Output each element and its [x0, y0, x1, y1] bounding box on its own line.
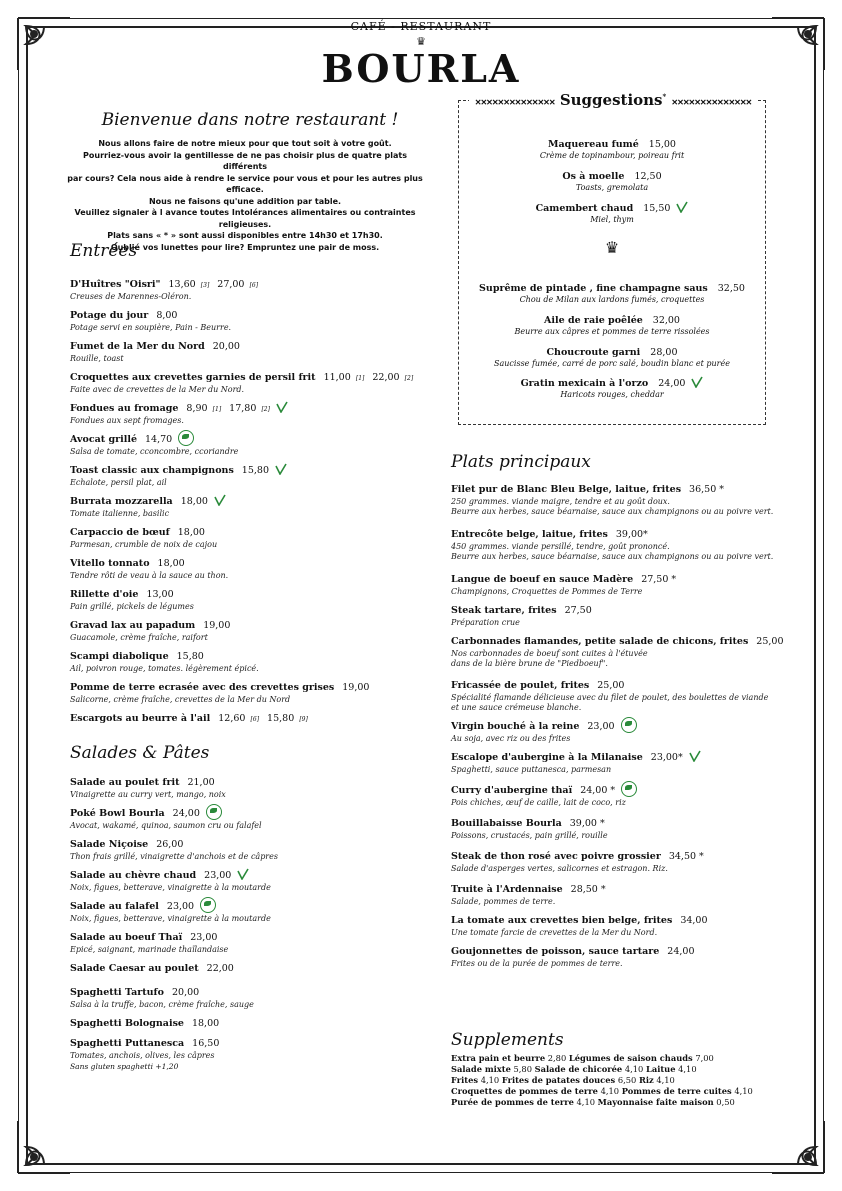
menu-item [451, 745, 701, 774]
item-size: [3] [200, 282, 210, 289]
item-price: 32,50 [717, 283, 745, 294]
menu-item [451, 673, 768, 712]
menu-item [451, 567, 676, 596]
welcome-text: Nous allons faire de notre mieux pour que tout soit à votre goût. Pourriez-vous avoir la gentillesse de ne pas choisir plus de quatre plats différents par cours? Cela nous aide à rendre le service pour vous et pour les autres plus efficace. Nous ne faisons qu'une addition par table. Veuillez signaler à l avance toutes Intolérances alimentaires ou contraintes religieuses. Plats sans « * » sont aussi disponibles entre 14h30 et 17h30. Oublié vos lunettes pour lire? Empruntez une pair de moss. [67, 139, 423, 252]
item-name: Goujonnettes de poisson, sauce tartare [451, 946, 660, 957]
vegetarian-leaf-icon [676, 201, 688, 213]
item-price: 12,50 [634, 171, 662, 182]
menu-item [70, 1031, 219, 1060]
item-price: 23,00 [587, 721, 615, 732]
item-description: 250 grammes. viande maigre, tendre et au goût doux. [451, 497, 670, 506]
supplement-name: Frites de patates douces [501, 1075, 616, 1085]
vegan-icon [206, 804, 222, 820]
item-description: Au soja, avec riz ou des frites [451, 734, 571, 743]
suggestion-item [458, 164, 766, 192]
logo-name: BOURLA [321, 46, 521, 91]
item-size: [1] [212, 406, 222, 413]
menu-item [70, 520, 217, 549]
item-name: Aile de raie poêlée [544, 315, 643, 326]
item-description: Toasts, gremolata [575, 183, 649, 192]
item-name: Salade au poulet frit [70, 777, 180, 788]
item-price: 15,80 [267, 713, 295, 724]
menu-item [70, 582, 194, 611]
vegan-icon [621, 717, 637, 733]
item-description: 450 grammes. viande persillé, tendre, goût prononcé. [451, 542, 670, 551]
item-size: [1] [355, 375, 365, 382]
menu-item [70, 644, 259, 673]
item-price: 23,00 [166, 901, 195, 912]
item-name: Langue de boeuf en sauce Madère [451, 574, 634, 585]
item-name: Spaghetti Tartufo [70, 987, 164, 998]
suggestions-title: ✕✕✕✕✕✕✕✕✕✕✕✕✕✕ Suggestions* ✕✕✕✕✕✕✕✕✕✕✕✕✕✕ [448, 91, 778, 109]
item-name: Fondues au fromage [70, 403, 179, 414]
item-description: Vinaigrette au curry vert, mango, noix [70, 790, 226, 799]
item-description: Frites ou de la purée de pommes de terre. [451, 959, 623, 968]
item-name: D'Huîtres "Oisri" [70, 279, 161, 290]
item-description: Creuses de Marennes-Oléron. [70, 292, 192, 301]
item-price: 27,00 [217, 279, 245, 290]
item-name: Gravad lax au papadum [70, 620, 196, 631]
item-size: [2] [404, 375, 414, 382]
item-description: Epicé, saignant, marinade thaïlandaise [70, 945, 229, 954]
item-description: Pois chiches, œuf de caille, lait de coco, riz [451, 798, 626, 807]
item-description: Une tomate farcie de crevettes de la Mer du Nord. [451, 928, 658, 937]
suggestion-item [458, 132, 766, 160]
item-name: Spaghetti Bolognaise [70, 1018, 184, 1029]
item-name: Salade Caesar au poulet [70, 963, 199, 974]
supplement-price: 4,10 [656, 1075, 675, 1085]
suggestion-item [458, 308, 766, 336]
item-price: 24,00 [667, 946, 695, 957]
item-description: Beurre aux herbes, sauce béarnaise, sauce aux champignons ou au poivre vert. [451, 507, 774, 516]
item-name: Salade au falafel [70, 901, 159, 912]
menu-item [451, 598, 592, 627]
item-name: Choucroute garni [546, 347, 641, 358]
ornament-corner-icon [768, 1117, 828, 1177]
item-description: Ail, poivron rouge, tomates. légèrement épicé. [70, 664, 259, 673]
item-price: 19,00 [342, 682, 370, 693]
supplement-name: Croquettes de pommes de terre [451, 1086, 598, 1096]
item-description: dans de la bière brune de "Piedboeuf". [451, 659, 608, 668]
vegetarian-leaf-icon [691, 376, 703, 388]
item-description: Potage servi en soupière, Pain - Beurre. [70, 323, 232, 332]
supplement-name: Purée de pommes de terre [451, 1097, 574, 1107]
item-price: 15,80 [241, 465, 269, 476]
item-name: Filet pur de Blanc Bleu Belge, laitue, frites [451, 484, 682, 495]
item-price: 15,00 [648, 139, 676, 150]
item-description: Rouille, toast [70, 354, 124, 363]
menu-item [451, 844, 704, 873]
item-description: Beurre aux câpres et pommes de terre rissolées [514, 327, 710, 336]
item-name: Salade au chèvre chaud [70, 870, 197, 881]
crown-icon: ♛ [604, 238, 620, 257]
item-description: Salade d'asperges vertes, salicornes et estragon. Riz. [451, 864, 668, 873]
item-name: Salade Niçoise [70, 839, 149, 850]
supplement-row [451, 1064, 791, 1075]
supplement-name: Légumes de saison chauds [568, 1053, 693, 1063]
supplement-row [451, 1097, 791, 1108]
item-description: Tomates, anchois, olives, les câpres [70, 1051, 215, 1060]
item-name: Spaghetti Puttanesca [70, 1038, 185, 1049]
item-description: Tendre rôti de veau à la sauce au thon. [70, 571, 229, 580]
menu-item [451, 629, 784, 668]
item-name: Croquettes aux crevettes garnies de persil frit [70, 372, 316, 383]
item-name: Escalope d'aubergine à la Milanaise [451, 752, 643, 763]
item-description: Parmesan, crumble de noix de cajou [70, 540, 218, 549]
item-description: Noix, figues, betterave, vinaigrette à la moutarde [70, 914, 271, 923]
menu-item [70, 365, 413, 394]
supplement-price: 4,10 [600, 1086, 620, 1096]
item-size: [9] [299, 716, 308, 723]
item-price: 13,00 [146, 589, 174, 600]
supplements-title: Supplements [451, 1030, 564, 1050]
item-name: Pomme de terre ecrasée avec des crevettes grises [70, 682, 335, 693]
item-price: 22,00 [372, 372, 400, 383]
item-price: 18,00 [180, 496, 208, 507]
supplement-price: 4,10 [480, 1075, 500, 1085]
item-name: Fumet de la Mer du Nord [70, 341, 205, 352]
item-name: La tomate aux crevettes bien belge, frites [451, 915, 673, 926]
item-name: Scampi diabolique [70, 651, 169, 662]
item-description: Salicorne, crème fraîche, crevettes de la Mer du Nord [70, 695, 291, 704]
vegetarian-leaf-icon [214, 494, 226, 506]
item-price: 32,00 [652, 315, 680, 326]
item-description: Saucisse fumée, carré de porc salé, boudin blanc et purée [494, 359, 730, 368]
supplement-row [451, 1086, 791, 1097]
item-price: 23,00 [190, 932, 218, 943]
suggestion-item [458, 371, 766, 399]
item-name: Truite à l'Ardennaise [451, 884, 563, 895]
gluten-note: Sans gluten spaghetti +1,20 [70, 1062, 179, 1071]
suggestion-item [458, 196, 766, 224]
supplement-price: 0,50 [716, 1097, 735, 1107]
item-name: Suprême de pintade , fine champagne saus [479, 283, 708, 294]
item-description: Fondues aux sept fromages. [70, 416, 184, 425]
item-size: [6] [249, 282, 259, 289]
menu-item [70, 334, 240, 363]
menu-item [70, 770, 226, 799]
menu-item [70, 706, 308, 725]
item-price: 15,80 [176, 651, 204, 662]
item-price: 23,00 [204, 870, 232, 881]
menu-item [451, 939, 695, 968]
supplement-price: 6,50 [617, 1075, 637, 1085]
item-price: 39,00* [615, 529, 648, 540]
item-description: Nos carbonnades de boeuf sont cuites à l'étuvée [451, 649, 648, 658]
supplement-price: 4,10 [678, 1064, 697, 1074]
menu-item [70, 458, 287, 487]
item-name: Os à moelle [562, 171, 625, 182]
supplement-name: Riz [638, 1075, 654, 1085]
menu-item [70, 801, 262, 830]
menu-item [70, 980, 254, 1009]
menu-item [451, 877, 606, 906]
item-name: Maquereau fumé [548, 139, 639, 150]
item-description: Crème de topinambour, poireau frit [539, 151, 685, 160]
menu-item [451, 811, 608, 840]
vegetarian-leaf-icon [689, 750, 701, 762]
item-description: Préparation crue [451, 618, 520, 627]
item-name: Vitello tonnato [70, 558, 150, 569]
vegan-icon [621, 781, 637, 797]
supplement-name: Pommes de terre cuites [621, 1086, 732, 1096]
ornament-corner-icon [14, 1117, 74, 1177]
supplement-price: 4,10 [624, 1064, 644, 1074]
menu-item [70, 427, 238, 456]
item-name: Carpaccio de bœuf [70, 527, 170, 538]
item-price: 39,00 * [569, 818, 605, 829]
menu-item [70, 551, 228, 580]
item-description: Salade, pommes de terre. [451, 897, 556, 906]
item-name: Entrecôte belge, laitue, frites [451, 529, 608, 540]
item-description: Guacamole, crème fraîche, raifort [70, 633, 208, 642]
menu-item [70, 396, 288, 425]
item-price: 27,50 * [641, 574, 677, 585]
item-name: Rillette d'oie [70, 589, 139, 600]
item-description: Salsa à la truffe, bacon, crème fraîche, sauge [70, 1000, 254, 1009]
item-price: 25,00 [756, 636, 784, 647]
item-name: Burrata mozzarella [70, 496, 173, 507]
menu-item [70, 303, 231, 332]
item-price: 19,00 [203, 620, 231, 631]
item-description: Faite avec de crevettes de la Mer du Nord. [70, 385, 245, 394]
item-price: 18,00 [177, 527, 205, 538]
item-name: Toast classic aux champignons [70, 465, 234, 476]
entrees-title: Entrées [70, 241, 138, 261]
item-name: Virgin bouché à la reine [451, 721, 580, 732]
item-description: Beurre aux herbes, sauce béarnaise, sauce aux champignons ou au poivre vert. [451, 552, 774, 561]
supplement-row [451, 1075, 791, 1086]
item-price: 8,90 [186, 403, 208, 414]
item-price: 12,60 [218, 713, 246, 724]
item-description: Avocat, wakamé, quinoa, saumon cru ou falafel [70, 821, 262, 830]
item-price: 16,50 [192, 1038, 220, 1049]
item-description: Salsa de tomate, cconcombre, ccoriandre [70, 447, 239, 456]
item-price: 24,00 [172, 808, 200, 819]
supplement-price: 4,10 [576, 1097, 596, 1107]
item-price: 21,00 [187, 777, 215, 788]
item-name: Fricassée de poulet, frites [451, 680, 590, 691]
supplement-name: Salade de chicorée [534, 1064, 623, 1074]
item-name: Avocat grillé [70, 434, 137, 445]
item-price: 27,50 [564, 605, 592, 616]
item-description: et une sauce crémeuse blanche. [451, 703, 582, 712]
item-price: 28,50 * [570, 884, 606, 895]
item-price: 17,80 [229, 403, 257, 414]
item-price: 18,00 [191, 1018, 220, 1029]
item-price: 34,00 [680, 915, 708, 926]
vegetarian-leaf-icon [275, 463, 287, 475]
menu-item [70, 894, 271, 923]
item-description: Champignons, Croquettes de Pommes de Terre [451, 587, 643, 596]
item-price: 26,00 [156, 839, 184, 850]
item-price: 28,00 [650, 347, 678, 358]
supplement-name: Extra pain et beurre [451, 1053, 546, 1063]
menu-item [451, 908, 708, 937]
item-price: 11,00 [323, 372, 351, 383]
item-price: 24,00 * [580, 785, 616, 796]
menu-item [70, 489, 226, 518]
item-description: Pain grillé, pickels de légumes [70, 602, 194, 611]
menu-item [70, 675, 369, 704]
supplement-name: Salade mixte [451, 1064, 511, 1074]
menu-item [70, 863, 271, 892]
item-price: 20,00 [171, 987, 200, 998]
vegan-icon [178, 430, 194, 446]
item-name: Steak de thon rosé avec poivre grossier [451, 851, 661, 862]
vegetarian-leaf-icon [237, 868, 249, 880]
item-price: 34,50 * [668, 851, 704, 862]
crown-icon: ♛ [416, 35, 426, 48]
menu-item [70, 832, 278, 861]
salades-title: Salades & Pâtes [70, 743, 210, 763]
item-price: 22,00 [206, 963, 234, 974]
menu-item [70, 272, 258, 301]
item-name: Salade au boeuf Thaï [70, 932, 183, 943]
plats-title: Plats principaux [451, 452, 591, 472]
menu-item [451, 477, 773, 516]
item-name: Camembert chaud [535, 203, 634, 214]
item-name: Carbonnades flamandes, petite salade de chicons, frites [451, 636, 749, 647]
item-price: 8,00 [156, 310, 178, 321]
item-price: 18,00 [157, 558, 185, 569]
item-price: 25,00 [597, 680, 625, 691]
item-description: Noix, figues, betterave, vinaigrette à la moutarde [70, 883, 271, 892]
menu-item [451, 522, 773, 561]
item-name: Curry d'aubergine thaï [451, 785, 573, 796]
item-description: Haricots rouges, cheddar [560, 390, 664, 399]
item-price: 15,50 [643, 203, 671, 214]
item-size: [6] [250, 716, 260, 723]
item-name: Escargots au beurre à l'ail [70, 713, 211, 724]
supplement-name: Frites [451, 1075, 479, 1085]
suggestion-item [458, 340, 766, 368]
item-description: Spaghetti, sauce puttanesca, parmesan [451, 765, 612, 774]
item-price: 20,00 [212, 341, 240, 352]
menu-item [70, 956, 234, 975]
item-description: Chou de Milan aux lardons fumés, croquettes [519, 295, 705, 304]
item-price: 36,50 * [689, 484, 725, 495]
item-description: Tomate italienne, basilic [70, 509, 170, 518]
menu-item [451, 778, 637, 807]
supplement-price: 2,80 [547, 1053, 567, 1063]
item-description: Echalote, persil plat, ail [70, 478, 167, 487]
supplement-name: Laitue [645, 1064, 676, 1074]
item-price: 14,70 [145, 434, 173, 445]
item-price: 24,00 [658, 378, 686, 389]
menu-item [70, 1011, 219, 1030]
item-description: Spécialité flamande délicieuse avec du filet de poulet, des boulettes de viande [451, 693, 769, 702]
supplement-price: 5,80 [513, 1064, 532, 1074]
supplement-price: 4,10 [734, 1086, 753, 1096]
supplement-row [451, 1053, 791, 1064]
item-name: Poké Bowl Bourla [70, 808, 165, 819]
supplement-price: 7,00 [695, 1053, 714, 1063]
suggestion-item [458, 276, 766, 304]
item-size: [2] [261, 406, 270, 413]
supplement-name: Mayonnaise faite maison [597, 1097, 714, 1107]
item-name: Gratin mexicain à l'orzo [520, 378, 649, 389]
item-description: Miel, thym [590, 215, 634, 224]
vegetarian-leaf-icon [276, 401, 288, 413]
item-price: 13,60 [168, 279, 196, 290]
item-description: Thon frais grillé, vinaigrette d'anchois et de câpres [70, 852, 278, 861]
menu-item [451, 714, 637, 743]
item-description: Poissons, crustacés, pain grillé, rouille [451, 831, 608, 840]
menu-item [70, 925, 228, 954]
logo-subtitle: CAFÉ - RESTAURANT [350, 20, 492, 33]
menu-item [70, 613, 230, 642]
item-name: Potage du jour [70, 310, 149, 321]
item-name: Bouillabaisse Bourla [451, 818, 562, 829]
item-price: 23,00* [650, 752, 683, 763]
item-name: Steak tartare, frites [451, 605, 557, 616]
supplements-list [451, 1053, 791, 1108]
vegan-icon [200, 897, 216, 913]
welcome-title: Bienvenue dans notre restaurant ! [101, 110, 399, 130]
